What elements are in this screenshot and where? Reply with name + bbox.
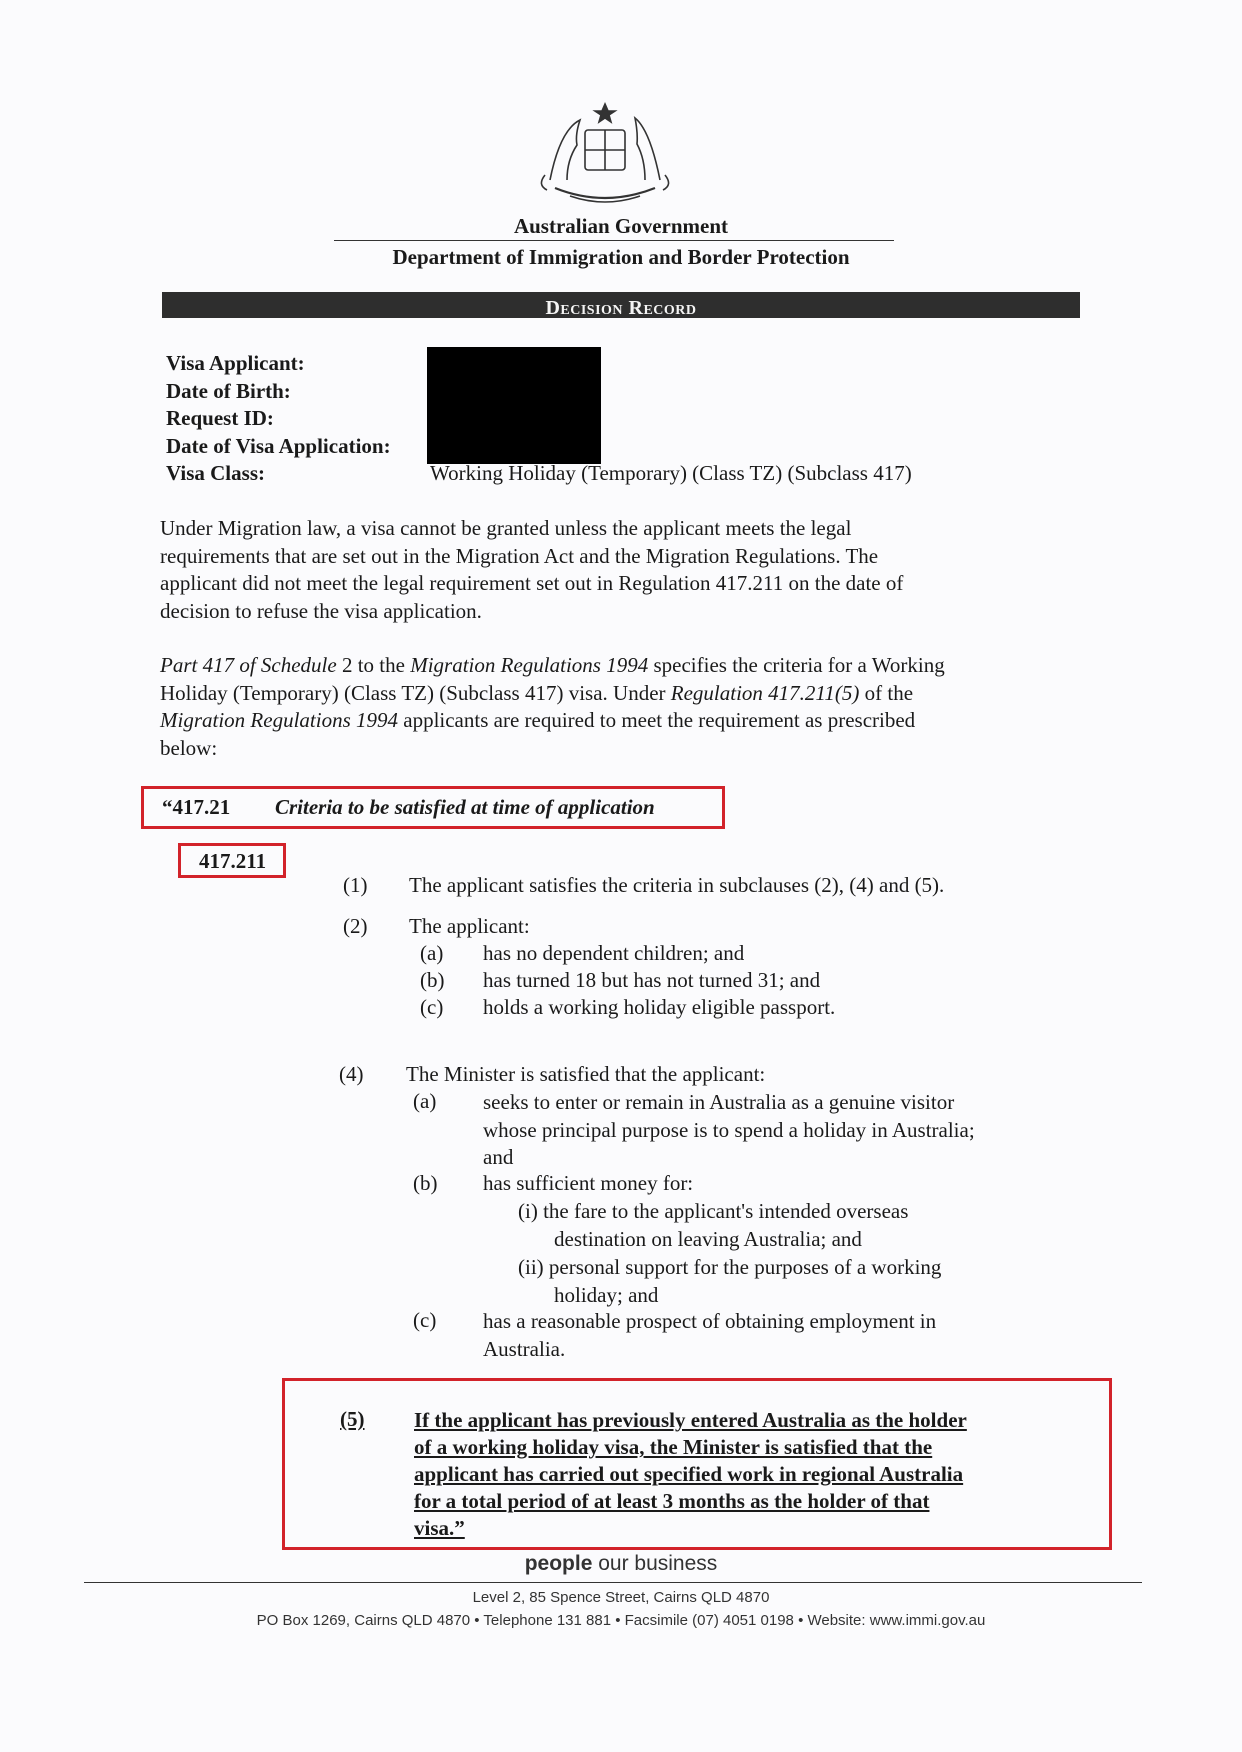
clause-4b-text: has sufficient money for: [483,1171,694,1195]
clause-2b-num: (b) [420,968,445,992]
criteria-line: Part 417 of Schedule 2 to the Migration Regulations 1994 specifies the criteria for a Working [160,653,945,677]
visa-applicant-label: Visa Applicant: [166,351,305,375]
visa-class-label: Visa Class: [166,461,265,485]
regulation-number: “417.21 [162,795,231,819]
clause-2c-num: (c) [420,995,444,1019]
intro-line: requirements that are set out in the Migration Act and the Migration Regulations. The [160,543,879,568]
subregulation-number: 417.211 [199,849,267,873]
clause-4b-num: (b) [413,1171,438,1195]
clause-1-num: (1) [343,873,368,897]
clause-2a-text: has no dependent children; and [483,941,745,965]
visa-class-value: Working Holiday (Temporary) (Class TZ) (Subclass 417) [430,461,912,485]
dob-label: Date of Birth: [166,379,291,403]
clause-5-num: (5) [340,1407,365,1431]
date-of-application-label: Date of Visa Application: [166,434,391,458]
clause-4a-num: (a) [413,1089,437,1113]
criteria-paragraph [160,652,1060,762]
clause-2-text: The applicant: [409,914,530,938]
criteria-line: below: [160,735,218,760]
intro-paragraph [160,515,1060,625]
regulation-title: Criteria to be satisfied at time of application [275,795,655,819]
footer-address: Level 2, 85 Spence Street, Cairns QLD 4870 [472,1589,770,1606]
intro-line: decision to refuse the visa application. [160,598,482,623]
subregulation-box [178,843,286,878]
request-id-label: Request ID: [166,406,274,430]
clause-4c-num: (c) [413,1308,437,1332]
clause-4a-text: seeks to enter or remain in Australia as a genuine visitor whose principal purpose is to spend a holiday in Australia; and [483,1090,975,1169]
clause-4c-text: has a reasonable prospect of obtaining employment in Australia. [483,1309,937,1361]
department-name: Department of Immigration and Border Protection [392,245,850,269]
clause-4-num: (4) [339,1062,364,1086]
clause-5-box [282,1378,1112,1550]
regulation-heading-box [141,786,725,829]
banner-title: Decision Record [545,297,697,319]
clause-4bii-text: (ii) personal support for the purposes of a working holiday; and [518,1255,942,1307]
government-name: Australian Government [513,214,729,238]
decision-record-banner [162,292,1080,318]
footer-divider [84,1582,1142,1583]
redaction-block [427,347,601,464]
clause-2b-text: has turned 18 but has not turned 31; and [483,968,821,992]
clause-4-text: The Minister is satisfied that the applicant: [406,1062,766,1086]
clause-4bi-text: (i) the fare to the applicant's intended overseas destination on leaving Australia; and [518,1199,909,1251]
clause-2c-text: holds a working holiday eligible passport. [483,995,836,1019]
footer-contact: PO Box 1269, Cairns QLD 4870 • Telephone 131 881 • Facsimile (07) 4051 0198 • Website: www.immi.gov.au [256,1612,986,1629]
coat-of-arms-icon [530,100,680,210]
clause-2a-num: (a) [420,941,444,965]
intro-line: applicant did not meet the legal requirement set out in Regulation 417.211 on the date of [160,571,904,595]
clause-1-text: The applicant satisfies the criteria in subclauses (2), (4) and (5). [409,873,945,897]
header-divider [334,240,894,241]
footer-tagline: people our business [524,1552,718,1575]
intro-line: Under Migration law, a visa cannot be granted unless the applicant meets the legal [160,516,852,540]
criteria-line: Holiday (Temporary) (Class TZ) (Subclass 417) visa. Under Regulation 417.211(5) of the [160,680,914,705]
clause-5-text: If the applicant has previously entered Australia as the holder of a working holiday visa, the Minister is satisfied that the applicant has carried out specified work in regional Australia for a total period of at least 3 months as the holder of that visa.” [414,1408,967,1540]
clause-2-num: (2) [343,914,368,938]
criteria-line: Migration Regulations 1994 applicants are required to meet the requirement as prescribed [160,708,916,732]
